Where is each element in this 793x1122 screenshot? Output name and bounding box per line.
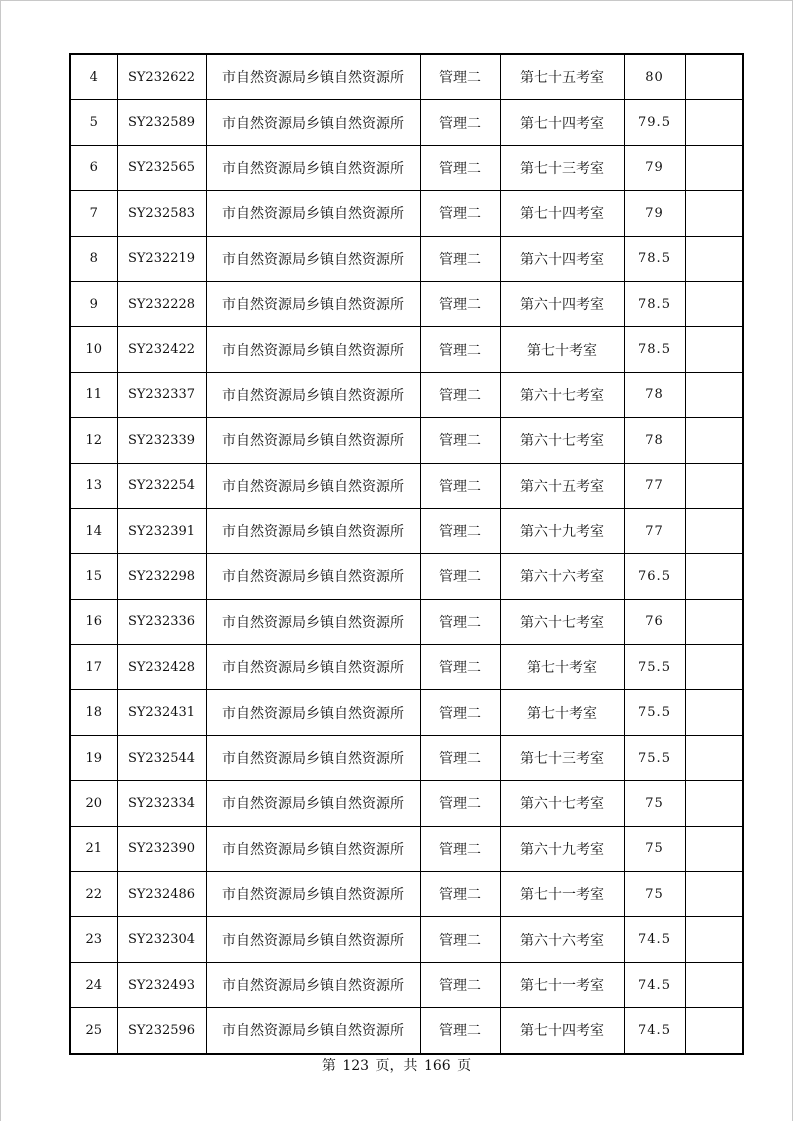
score-cell: 79.5 <box>624 100 685 145</box>
exam-room-cell: 第七十五考室 <box>500 54 624 100</box>
table-row <box>70 372 743 417</box>
position-cell: 管理二 <box>420 236 500 281</box>
remark-cell <box>685 327 743 372</box>
score-cell: 74.5 <box>624 1008 685 1054</box>
department-cell: 市自然资源局乡镇自然资源所 <box>206 281 420 326</box>
score-cell: 74.5 <box>624 917 685 962</box>
exam-room-cell: 第六十四考室 <box>500 236 624 281</box>
remark-cell <box>685 1008 743 1054</box>
remark-cell <box>685 645 743 690</box>
table-row <box>70 872 743 917</box>
position-cell: 管理二 <box>420 145 500 190</box>
exam-room-cell: 第七十考室 <box>500 690 624 735</box>
table-row <box>70 1008 743 1054</box>
table-row <box>70 281 743 326</box>
department-cell: 市自然资源局乡镇自然资源所 <box>206 372 420 417</box>
candidate-id-cell: SY232622 <box>117 54 206 100</box>
score-cell: 77 <box>624 508 685 553</box>
exam-room-cell: 第七十考室 <box>500 327 624 372</box>
candidate-id-cell: SY232336 <box>117 599 206 644</box>
remark-cell <box>685 781 743 826</box>
row-number-cell: 18 <box>70 690 117 735</box>
row-number-cell: 13 <box>70 463 117 508</box>
position-cell: 管理二 <box>420 917 500 962</box>
candidate-id-cell: SY232589 <box>117 100 206 145</box>
score-cell: 78 <box>624 372 685 417</box>
exam-room-cell: 第六十七考室 <box>500 781 624 826</box>
candidate-id-cell: SY232422 <box>117 327 206 372</box>
row-number-cell: 7 <box>70 191 117 236</box>
position-cell: 管理二 <box>420 554 500 599</box>
remark-cell <box>685 826 743 871</box>
table-row <box>70 735 743 780</box>
remark-cell <box>685 962 743 1007</box>
row-number-cell: 15 <box>70 554 117 599</box>
row-number-cell: 24 <box>70 962 117 1007</box>
score-cell: 79 <box>624 145 685 190</box>
exam-room-cell: 第六十五考室 <box>500 463 624 508</box>
row-number-cell: 10 <box>70 327 117 372</box>
row-number-cell: 5 <box>70 100 117 145</box>
row-number-cell: 23 <box>70 917 117 962</box>
score-cell: 78 <box>624 418 685 463</box>
candidate-id-cell: SY232339 <box>117 418 206 463</box>
candidate-id-cell: SY232431 <box>117 690 206 735</box>
exam-room-cell: 第七十四考室 <box>500 1008 624 1054</box>
exam-room-cell: 第六十七考室 <box>500 418 624 463</box>
row-number-cell: 22 <box>70 872 117 917</box>
exam-room-cell: 第七十考室 <box>500 645 624 690</box>
candidate-id-cell: SY232583 <box>117 191 206 236</box>
department-cell: 市自然资源局乡镇自然资源所 <box>206 599 420 644</box>
department-cell: 市自然资源局乡镇自然资源所 <box>206 145 420 190</box>
position-cell: 管理二 <box>420 826 500 871</box>
position-cell: 管理二 <box>420 872 500 917</box>
remark-cell <box>685 735 743 780</box>
candidate-id-cell: SY232565 <box>117 145 206 190</box>
department-cell: 市自然资源局乡镇自然资源所 <box>206 645 420 690</box>
table-row <box>70 645 743 690</box>
exam-room-cell: 第七十三考室 <box>500 145 624 190</box>
score-cell: 78.5 <box>624 327 685 372</box>
table-row <box>70 418 743 463</box>
score-cell: 76.5 <box>624 554 685 599</box>
score-cell: 75 <box>624 872 685 917</box>
row-number-cell: 14 <box>70 508 117 553</box>
table-row <box>70 554 743 599</box>
department-cell: 市自然资源局乡镇自然资源所 <box>206 236 420 281</box>
remark-cell <box>685 418 743 463</box>
department-cell: 市自然资源局乡镇自然资源所 <box>206 917 420 962</box>
candidate-id-cell: SY232390 <box>117 826 206 871</box>
results-table <box>69 53 744 1055</box>
table-row <box>70 962 743 1007</box>
score-cell: 76 <box>624 599 685 644</box>
position-cell: 管理二 <box>420 781 500 826</box>
remark-cell <box>685 191 743 236</box>
row-number-cell: 25 <box>70 1008 117 1054</box>
position-cell: 管理二 <box>420 463 500 508</box>
department-cell: 市自然资源局乡镇自然资源所 <box>206 463 420 508</box>
department-cell: 市自然资源局乡镇自然资源所 <box>206 100 420 145</box>
position-cell: 管理二 <box>420 100 500 145</box>
table-row <box>70 145 743 190</box>
remark-cell <box>685 145 743 190</box>
results-body <box>70 54 743 1054</box>
department-cell: 市自然资源局乡镇自然资源所 <box>206 418 420 463</box>
score-cell: 78.5 <box>624 236 685 281</box>
department-cell: 市自然资源局乡镇自然资源所 <box>206 327 420 372</box>
candidate-id-cell: SY232486 <box>117 872 206 917</box>
position-cell: 管理二 <box>420 327 500 372</box>
candidate-id-cell: SY232428 <box>117 645 206 690</box>
table-row <box>70 236 743 281</box>
score-cell: 75.5 <box>624 645 685 690</box>
candidate-id-cell: SY232228 <box>117 281 206 326</box>
position-cell: 管理二 <box>420 281 500 326</box>
table-row <box>70 781 743 826</box>
remark-cell <box>685 372 743 417</box>
remark-cell <box>685 872 743 917</box>
department-cell: 市自然资源局乡镇自然资源所 <box>206 690 420 735</box>
table-row <box>70 508 743 553</box>
exam-room-cell: 第七十四考室 <box>500 191 624 236</box>
score-cell: 80 <box>624 54 685 100</box>
position-cell: 管理二 <box>420 645 500 690</box>
row-number-cell: 17 <box>70 645 117 690</box>
remark-cell <box>685 554 743 599</box>
position-cell: 管理二 <box>420 962 500 1007</box>
exam-room-cell: 第七十一考室 <box>500 872 624 917</box>
row-number-cell: 11 <box>70 372 117 417</box>
row-number-cell: 19 <box>70 735 117 780</box>
position-cell: 管理二 <box>420 599 500 644</box>
score-cell: 74.5 <box>624 962 685 1007</box>
exam-room-cell: 第六十九考室 <box>500 508 624 553</box>
remark-cell <box>685 281 743 326</box>
candidate-id-cell: SY232493 <box>117 962 206 1007</box>
candidate-id-cell: SY232544 <box>117 735 206 780</box>
score-cell: 77 <box>624 463 685 508</box>
candidate-id-cell: SY232254 <box>117 463 206 508</box>
department-cell: 市自然资源局乡镇自然资源所 <box>206 872 420 917</box>
table-row <box>70 826 743 871</box>
table-row <box>70 100 743 145</box>
position-cell: 管理二 <box>420 372 500 417</box>
remark-cell <box>685 599 743 644</box>
row-number-cell: 8 <box>70 236 117 281</box>
exam-room-cell: 第六十六考室 <box>500 917 624 962</box>
remark-cell <box>685 508 743 553</box>
exam-room-cell: 第六十四考室 <box>500 281 624 326</box>
score-cell: 75.5 <box>624 690 685 735</box>
remark-cell <box>685 917 743 962</box>
department-cell: 市自然资源局乡镇自然资源所 <box>206 826 420 871</box>
row-number-cell: 20 <box>70 781 117 826</box>
exam-room-cell: 第六十九考室 <box>500 826 624 871</box>
position-cell: 管理二 <box>420 690 500 735</box>
position-cell: 管理二 <box>420 54 500 100</box>
position-cell: 管理二 <box>420 1008 500 1054</box>
score-cell: 75 <box>624 826 685 871</box>
candidate-id-cell: SY232298 <box>117 554 206 599</box>
exam-room-cell: 第七十三考室 <box>500 735 624 780</box>
remark-cell <box>685 690 743 735</box>
score-cell: 75.5 <box>624 735 685 780</box>
candidate-id-cell: SY232334 <box>117 781 206 826</box>
table-row <box>70 463 743 508</box>
department-cell: 市自然资源局乡镇自然资源所 <box>206 735 420 780</box>
department-cell: 市自然资源局乡镇自然资源所 <box>206 554 420 599</box>
remark-cell <box>685 54 743 100</box>
exam-room-cell: 第六十六考室 <box>500 554 624 599</box>
score-cell: 79 <box>624 191 685 236</box>
department-cell: 市自然资源局乡镇自然资源所 <box>206 781 420 826</box>
score-cell: 75 <box>624 781 685 826</box>
department-cell: 市自然资源局乡镇自然资源所 <box>206 1008 420 1054</box>
candidate-id-cell: SY232219 <box>117 236 206 281</box>
position-cell: 管理二 <box>420 735 500 780</box>
position-cell: 管理二 <box>420 508 500 553</box>
exam-room-cell: 第六十七考室 <box>500 372 624 417</box>
row-number-cell: 21 <box>70 826 117 871</box>
remark-cell <box>685 236 743 281</box>
row-number-cell: 12 <box>70 418 117 463</box>
table-row <box>70 917 743 962</box>
table-row <box>70 690 743 735</box>
table-row <box>70 327 743 372</box>
candidate-id-cell: SY232337 <box>117 372 206 417</box>
score-cell: 78.5 <box>624 281 685 326</box>
exam-room-cell: 第七十一考室 <box>500 962 624 1007</box>
remark-cell <box>685 463 743 508</box>
candidate-id-cell: SY232391 <box>117 508 206 553</box>
page-footer: 第 123 页，共 166 页 <box>321 1058 472 1074</box>
department-cell: 市自然资源局乡镇自然资源所 <box>206 508 420 553</box>
candidate-id-cell: SY232596 <box>117 1008 206 1054</box>
position-cell: 管理二 <box>420 191 500 236</box>
row-number-cell: 9 <box>70 281 117 326</box>
exam-room-cell: 第七十四考室 <box>500 100 624 145</box>
department-cell: 市自然资源局乡镇自然资源所 <box>206 191 420 236</box>
row-number-cell: 6 <box>70 145 117 190</box>
row-number-cell: 16 <box>70 599 117 644</box>
table-row <box>70 54 743 100</box>
candidate-id-cell: SY232304 <box>117 917 206 962</box>
row-number-cell: 4 <box>70 54 117 100</box>
department-cell: 市自然资源局乡镇自然资源所 <box>206 962 420 1007</box>
exam-room-cell: 第六十七考室 <box>500 599 624 644</box>
table-row <box>70 191 743 236</box>
position-cell: 管理二 <box>420 418 500 463</box>
table-row <box>70 599 743 644</box>
department-cell: 市自然资源局乡镇自然资源所 <box>206 54 420 100</box>
remark-cell <box>685 100 743 145</box>
